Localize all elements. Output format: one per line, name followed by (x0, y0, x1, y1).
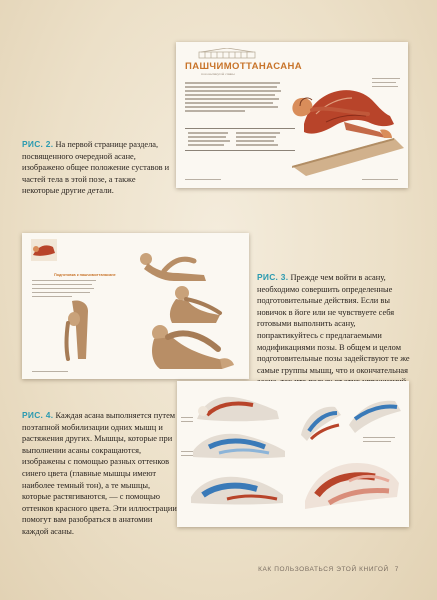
muscle-illustration-4 (295, 395, 345, 447)
thumbnail-asana-page (176, 42, 408, 188)
running-footer-title: КАК ПОЛЬЗОВАТЬСЯ ЭТОЙ КНИГОЙ (258, 566, 389, 573)
caption-label: РИС. 3. (257, 272, 289, 282)
caption-label: РИС. 4. (22, 410, 54, 420)
muscle-illustration-1 (193, 389, 283, 429)
thumbnail-muscles-page (177, 381, 409, 527)
page-number: 7 (394, 566, 399, 573)
asana-title: ПАШЧИМОТТАНАСАНА (185, 61, 302, 72)
caption-label: РИС. 2. (22, 139, 54, 149)
asana-subtitle: поза вытянутой спины (201, 72, 235, 76)
muscle-illustration-6 (299, 445, 403, 515)
prep-pose-3-illustration (58, 297, 100, 367)
muscle-illustration-5 (345, 389, 405, 435)
caption-fig-2 (22, 139, 170, 197)
mini-anatomy-icon (31, 239, 57, 261)
header-ornament-icon (197, 48, 257, 60)
caption-fig-4 (22, 410, 177, 538)
muscle-illustration-2 (189, 425, 289, 465)
page-footer (258, 566, 399, 573)
caption-text: Каждая асана выполняется путем поэтапной мобилизации одних мышц и растяжения других. Мышцы, которые при выполнении асаны сокращаются, изображены с помощью разных оттенков синего цвета (главные мышцы имеют наиболее темный тон), а те мышцы, которые растягиваются, — с помощью оттенков красного цвета. Эти иллюстрации помогут вам разобраться в анатомии каждой асаны. (22, 411, 177, 536)
prep-pose-4-illustration (138, 315, 238, 375)
caption-text: На первой странице раздела, посвященного очередной асане, изображено общее положение суставов и частей тела в этой позе, а также некоторые другие детали. (22, 140, 170, 196)
caption-text: Прежде чем войти в асану, необходимо совершить определенные подготовительные действия. Если вы новичок в йоге или не чувствуете себя готовыми выполнить асану, попрактикуйтесь с предлагаемыми модификациями позы. В общем и целом подготовительные позы задействуют те же самые группы мышц, что и окончательная (257, 273, 410, 375)
muscle-illustration-3 (187, 467, 287, 511)
preparation-title: Подготовка к пашчимоттанасане (54, 273, 116, 277)
thumbnail-preparation-page (22, 233, 249, 379)
